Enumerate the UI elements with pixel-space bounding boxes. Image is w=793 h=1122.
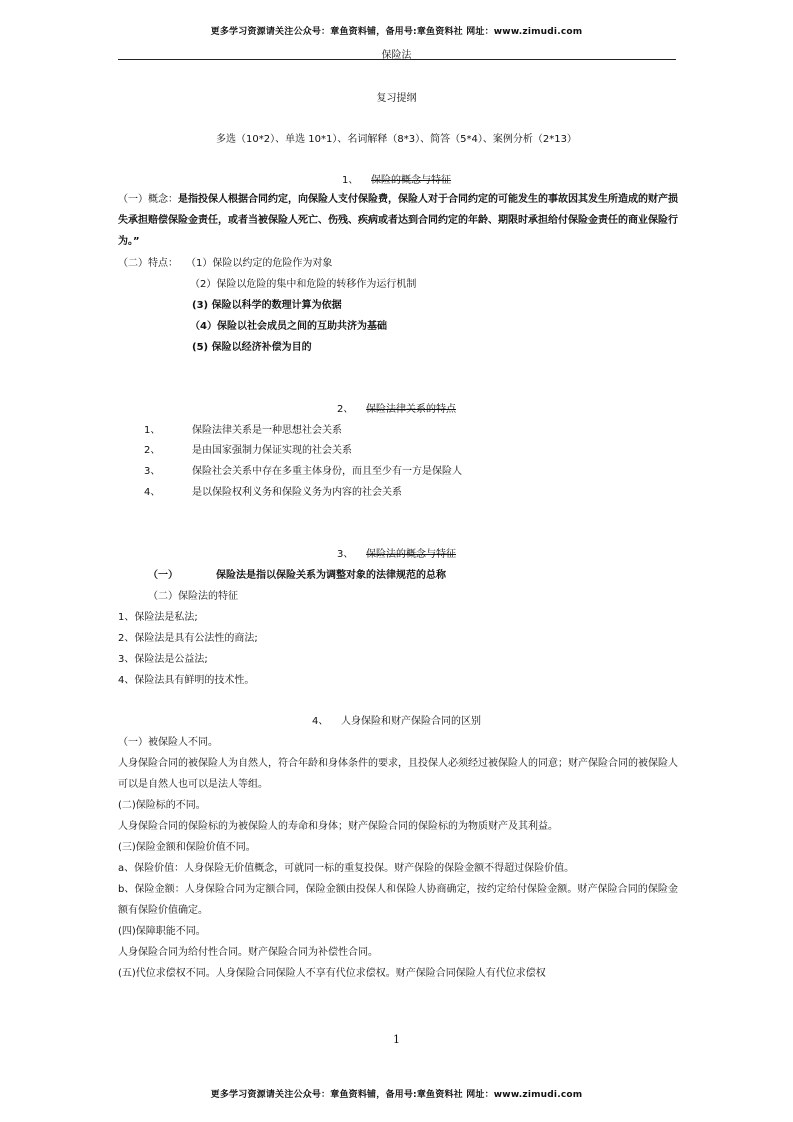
list-item: 是由国家强制力保证实现的社会关系 (192, 445, 352, 456)
concept-text: 是指投保人根据合同约定，向保险人支付保险费，保险人对于合同约定的可能发生的事故因其发生所造成的财产损失承担赔偿保险金责任，或者当被保险人死亡、伤残、疾病或者达到合同约定的年龄、期限时承担给付保险金责任的商业保险行为。” (118, 194, 678, 247)
trait-item: （2）保险以危险的集中和危险的转移作为运行机制 (190, 279, 417, 290)
list-item: 保险法律关系是一种思想社会关系 (192, 425, 342, 436)
header-rule (118, 59, 676, 60)
law-trait-item: 4、保险法具有鲜明的技术性。 (118, 675, 255, 686)
definition-text: 保险法是指以保险关系为调整对象的法律规范的总称 (216, 570, 446, 581)
section-1-title: 保险的概念与特征 (371, 175, 452, 186)
paragraph: (三)保险金额和保险价值不同。 (118, 842, 256, 853)
section-3-number: 3、 (336, 549, 354, 560)
list-item-number: 2、 (144, 445, 161, 456)
trait-item: （1）保险以约定的危险作为对象 (186, 258, 333, 269)
paragraph: 人身保险合同为给付性合同。财产保险合同为补偿性合同。 (118, 947, 378, 958)
concept-paragraph (118, 189, 678, 252)
concept-label: （一）概念： (118, 194, 178, 205)
section-2-title: 保险法律关系的特点 (366, 404, 457, 415)
section-4-heading (0, 715, 793, 729)
section-4-number: 4、 (311, 716, 329, 727)
section-2-number: 2、 (336, 404, 354, 415)
paragraph: (五)代位求偿权不同。人身保险合同保险人不享有代位求偿权。财产保险合同保险人有代位求偿权 (118, 968, 546, 979)
paragraph: (二)保险标的不同。 (118, 800, 206, 811)
traits-label: （二）特点： (118, 258, 178, 269)
list-item: 保险社会关系中存在多重主体身份，而且至少有一方是保险人 (192, 466, 462, 477)
list-item: 是以保险权利义务和保险义务为内容的社会关系 (192, 487, 402, 498)
section-3-heading (0, 548, 793, 562)
list-item-number: 1、 (144, 425, 161, 436)
paragraph: 人身保险合同的被保险人为自然人，符合年龄和身体条件的要求，且投保人必须经过被保险人的同意；财产保险合同的被保险人可以是自然人也可以是法人等组。 (118, 758, 678, 790)
section-3-title: 保险法的概念与特征 (366, 549, 457, 560)
paragraph: （一）被保险人不同。 (118, 737, 218, 748)
section-1-number: 1、 (341, 175, 359, 186)
trait-item: (3) 保险以科学的数理计算为依据 (192, 300, 342, 311)
paragraph: 人身保险合同的保险标的为被保险人的寿命和身体；财产保险合同的保险标的为物质财产及其利益。 (118, 821, 558, 832)
trait-item: (5) 保险以经济补偿为目的 (192, 342, 312, 353)
law-traits-label: （二）保险法的特征 (148, 591, 238, 602)
page-number: 1 (393, 1033, 400, 1046)
section-4-title: 人身保险和财产保险合同的区别 (341, 716, 482, 727)
exam-format: 多选（10*2）、单选 10*1）、名词解释（8*3）、简答（5*4）、案例分析（2*13） (216, 134, 577, 145)
law-trait-item: 1、保险法是私法; (118, 612, 198, 623)
law-trait-item: 3、保险法是公益法; (118, 654, 208, 665)
section-4-body (118, 732, 678, 984)
list-item-number: 4、 (144, 487, 161, 498)
definition-label: （一） (148, 570, 178, 581)
list-item-number: 3、 (144, 466, 161, 477)
doc-title: 复习提纲 (376, 93, 417, 104)
law-trait-item: 2、保险法是具有公法性的商法; (118, 633, 258, 644)
paragraph: b、保险金额：人身保险合同为定额合同，保险金额由投保人和保险人协商确定，按约定给付保险金额。财产保险合同的保险金额有保险价值确定。 (118, 884, 678, 916)
top-banner: 更多学习资源请关注公众号：章鱼资料铺，备用号:章鱼资料社 网址：www.zimudi.com (210, 27, 583, 37)
section-2-heading (0, 403, 793, 417)
paragraph: a、保险价值：人身保险无价值概念，可就同一标的重复投保。财产保险的保险金额不得超过保险价值。 (118, 863, 575, 874)
running-header-title: 保险法 (381, 50, 412, 61)
section-1-heading (0, 174, 793, 188)
bottom-banner: 更多学习资源请关注公众号：章鱼资料铺，备用号:章鱼资料社 网址：www.zimudi.com (210, 1090, 583, 1100)
trait-item: （4）保险以社会成员之间的互助共济为基础 (190, 321, 387, 332)
paragraph: (四)保障职能不同。 (118, 926, 206, 937)
